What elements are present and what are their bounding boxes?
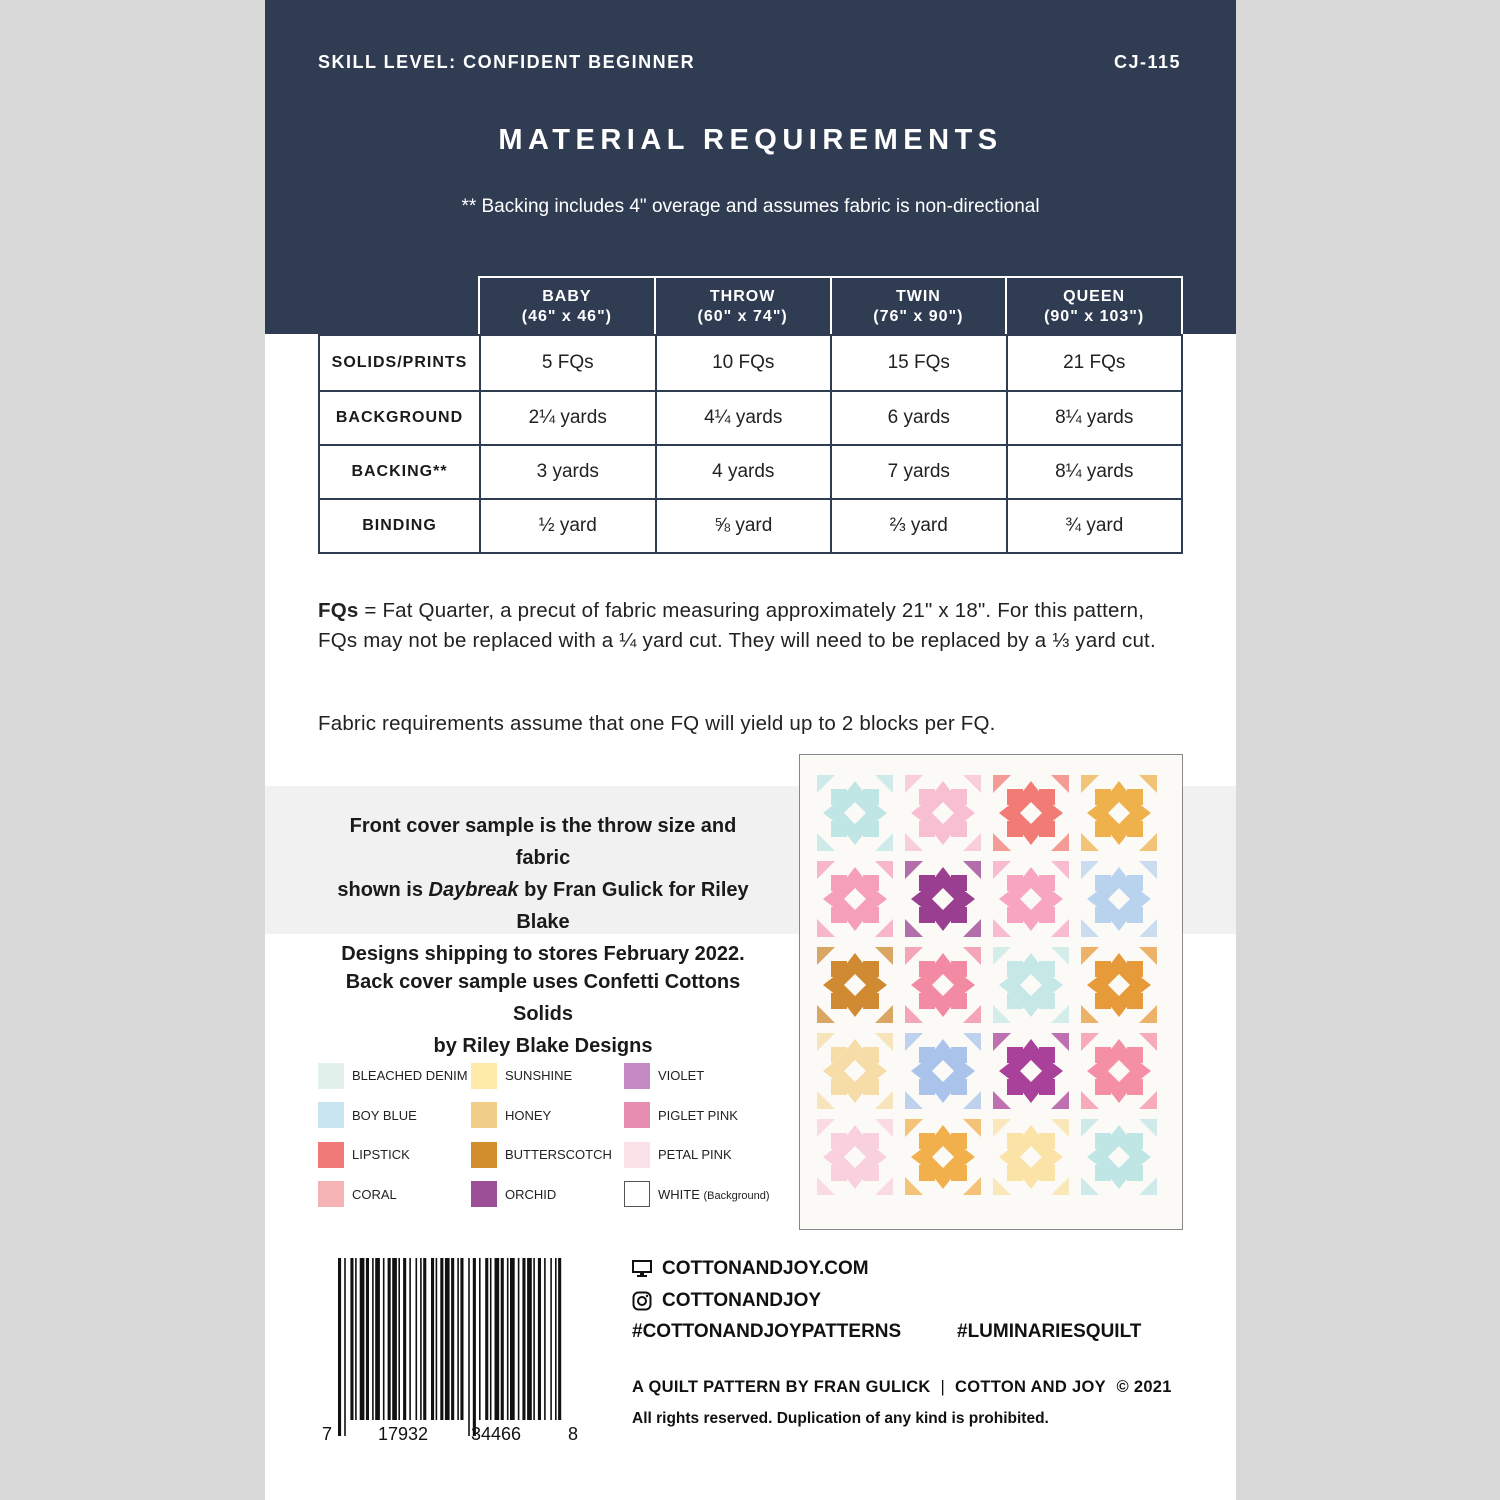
row-label: BACKGROUND	[335, 409, 464, 426]
column-header-baby: BABY (46" x 46")	[521, 288, 612, 325]
barcode-bar	[550, 1258, 552, 1420]
table-cell: ⅝ yard	[655, 500, 831, 552]
barcode-bar	[375, 1258, 380, 1420]
swatch-chip	[318, 1181, 344, 1207]
table-cell: 3 yards	[479, 446, 655, 498]
fq-term: FQs	[318, 599, 359, 622]
row-label: BINDING	[362, 517, 437, 534]
barcode-bar	[460, 1258, 463, 1420]
table-cell: ½ yard	[479, 500, 655, 552]
table-cell: 4¼ yards	[655, 392, 831, 444]
barcode-bar	[355, 1258, 357, 1420]
barcode-bar	[538, 1258, 541, 1420]
swatch-item: BUTTERSCOTCH	[471, 1135, 624, 1175]
quilt-block	[905, 1119, 981, 1195]
barcode-bar	[473, 1258, 476, 1436]
barcode-bar	[507, 1258, 509, 1420]
column-header-throw: THROW (60" x 74")	[654, 278, 830, 334]
barcode-digit-last: 8	[568, 1424, 579, 1444]
swatch-item: LIPSTICK	[318, 1135, 471, 1175]
barcode-bar	[518, 1258, 520, 1420]
quilt-block	[1081, 947, 1157, 1023]
swatch-column	[318, 1056, 471, 1214]
barcode-bar	[510, 1258, 515, 1420]
quilt-block	[905, 861, 981, 937]
barcode-bar	[350, 1258, 353, 1420]
barcode-bar	[360, 1258, 365, 1420]
table-cell: 5 FQs	[479, 336, 655, 390]
barcode-bar	[388, 1258, 391, 1420]
swatch-item: BOY BLUE	[318, 1096, 471, 1136]
table-cell: 8¼ yards	[1006, 446, 1182, 498]
table-cell: ⅔ yard	[830, 500, 1006, 552]
swatch-item: SUNSHINE	[471, 1056, 624, 1096]
table-cell: 7 yards	[830, 446, 1006, 498]
barcode-bar	[558, 1258, 561, 1420]
table-header	[478, 276, 1183, 334]
fabric-swatch-list	[318, 1056, 788, 1214]
barcode-bar	[527, 1258, 532, 1420]
pattern-credit: A QUILT PATTERN BY FRAN GULICK | COTTON AND JOY © 2021	[632, 1378, 1172, 1396]
swatch-column	[624, 1056, 777, 1214]
barcode-bar	[490, 1258, 492, 1420]
quilt-block	[905, 1033, 981, 1109]
table-cell: 8¼ yards	[1006, 392, 1182, 444]
barcode-bar	[436, 1258, 438, 1420]
barcode-bar	[544, 1258, 546, 1420]
barcode-bars	[338, 1258, 563, 1436]
barcode	[320, 1258, 580, 1448]
front-cover-note: Front cover sample is the throw size and fabric shown is Daybreak by Fran Gulick for Riley Blake Designs shipping to stores February 2022.	[337, 815, 749, 965]
column-header-twin: TWIN (76" x 90")	[830, 278, 1006, 334]
quilt-block	[1081, 1119, 1157, 1195]
swatch-chip	[624, 1063, 650, 1089]
table-cell: 21 FQs	[1006, 336, 1182, 390]
barcode-bar	[457, 1258, 459, 1420]
barcode-bar	[392, 1258, 397, 1420]
quilt-block	[905, 947, 981, 1023]
back-cover-note: Back cover sample uses Confetti Cottons Solids by Riley Blake Designs	[345, 971, 741, 1057]
swatch-item: PETAL PINK	[624, 1135, 777, 1175]
instagram-handle[interactable]: COTTONANDJOY	[662, 1290, 822, 1311]
quilt-block	[1081, 775, 1157, 851]
quilt-block	[993, 947, 1069, 1023]
table-row	[320, 444, 1181, 498]
skill-level: SKILL LEVEL: CONFIDENT BEGINNER	[318, 52, 696, 72]
barcode-bar	[398, 1258, 400, 1420]
barcode-bar	[416, 1258, 418, 1420]
barcode-bar	[440, 1258, 443, 1420]
table-row	[320, 498, 1181, 552]
table-cell: 6 yards	[830, 392, 1006, 444]
barcode-bar	[445, 1258, 450, 1420]
barcode-digits-right: 34466	[471, 1424, 522, 1444]
swatch-chip	[624, 1102, 650, 1128]
rights-notice: All rights reserved. Duplication of any kind is prohibited.	[632, 1410, 1049, 1427]
swatch-chip	[318, 1063, 344, 1089]
instagram-line	[632, 1290, 821, 1312]
barcode-bar	[479, 1258, 481, 1420]
swatch-chip	[624, 1142, 650, 1168]
barcode-bar	[344, 1258, 346, 1436]
swatch-column	[471, 1056, 624, 1214]
swatch-item: WHITE (Background)	[624, 1175, 777, 1215]
barcode-bar	[423, 1258, 426, 1420]
barcode-bar	[555, 1258, 557, 1420]
barcode-bar	[420, 1258, 422, 1420]
backing-note: ** Backing includes 4" overage and assumes fabric is non-directional	[461, 196, 1040, 217]
page-title: MATERIAL REQUIREMENTS	[498, 124, 1003, 156]
table-cell: 10 FQs	[655, 336, 831, 390]
table-cell: 4 yards	[655, 446, 831, 498]
yield-note: Fabric requirements assume that one FQ will yield up to 2 blocks per FQ.	[318, 712, 996, 735]
barcode-digits-left: 17932	[378, 1424, 429, 1444]
swatch-item: VIOLET	[624, 1056, 777, 1096]
quilt-photo	[799, 754, 1183, 1230]
swatch-chip	[471, 1181, 497, 1207]
table-row	[320, 336, 1181, 390]
table-cell: ¾ yard	[1006, 500, 1182, 552]
swatch-chip	[471, 1102, 497, 1128]
swatch-chip	[624, 1181, 650, 1207]
table-cell: 15 FQs	[830, 336, 1006, 390]
swatch-chip	[471, 1142, 497, 1168]
pattern-back-cover	[265, 0, 1236, 1500]
quilt-block	[993, 775, 1069, 851]
quilt-image	[800, 755, 1182, 1229]
barcode-bar	[366, 1258, 369, 1420]
monitor-icon	[632, 1260, 652, 1278]
instagram-icon	[632, 1291, 652, 1311]
barcode-bar	[485, 1258, 488, 1420]
quilt-block	[905, 775, 981, 851]
barcode-bar	[372, 1258, 374, 1420]
table-body	[318, 334, 1183, 554]
row-label: SOLIDS/PRINTS	[331, 354, 468, 371]
hashtag-quilt: #LUMINARIESQUILT	[957, 1321, 1142, 1342]
barcode-bar	[495, 1258, 500, 1420]
swatch-chip	[471, 1063, 497, 1089]
barcode-bar	[431, 1258, 434, 1420]
fabric-line-name: Daybreak	[428, 879, 519, 901]
barcode-bar	[533, 1258, 535, 1420]
swatch-item: HONEY	[471, 1096, 624, 1136]
swatch-item: BLEACHED DENIM	[318, 1056, 471, 1096]
hashtag-brand: #COTTONANDJOYPATTERNS	[632, 1321, 902, 1342]
column-header-queen: QUEEN (90" x 103")	[1005, 278, 1181, 334]
quilt-block	[993, 861, 1069, 937]
barcode-bar	[468, 1258, 470, 1436]
barcode-bar	[501, 1258, 504, 1420]
swatch-item: CORAL	[318, 1175, 471, 1215]
swatch-item: ORCHID	[471, 1175, 624, 1215]
row-label: BACKING**	[351, 463, 448, 480]
quilt-block	[817, 861, 893, 937]
table-cell: 2¼ yards	[479, 392, 655, 444]
separator: |	[940, 1378, 946, 1396]
quilt-block	[817, 947, 893, 1023]
quilt-block	[993, 1033, 1069, 1109]
quilt-block	[817, 775, 893, 851]
barcode-bar	[338, 1258, 341, 1436]
barcode-bar	[409, 1258, 411, 1420]
website-link[interactable]: COTTONANDJOY.COM	[662, 1258, 869, 1279]
website-line	[632, 1258, 869, 1280]
quilt-block	[817, 1033, 893, 1109]
table-row	[320, 390, 1181, 444]
quilt-block	[993, 1119, 1069, 1195]
barcode-bar	[383, 1258, 385, 1420]
barcode-bar	[451, 1258, 454, 1420]
swatch-item: PIGLET PINK	[624, 1096, 777, 1136]
quilt-block	[1081, 861, 1157, 937]
quilt-block	[1081, 1033, 1157, 1109]
pattern-code: CJ-115	[1113, 52, 1181, 72]
barcode-digit-first: 7	[322, 1424, 333, 1444]
fq-definition: FQs = Fat Quarter, a precut of fabric measuring approximately 21" x 18". For this pattern, FQs may not be replaced with a ¼ yard cut. They will need to be replaced by a ⅓ yard cut.	[318, 599, 1156, 652]
swatch-chip	[318, 1102, 344, 1128]
quilt-block	[817, 1119, 893, 1195]
barcode-bar	[403, 1258, 406, 1420]
barcode-bar	[522, 1258, 525, 1420]
swatch-chip	[318, 1142, 344, 1168]
